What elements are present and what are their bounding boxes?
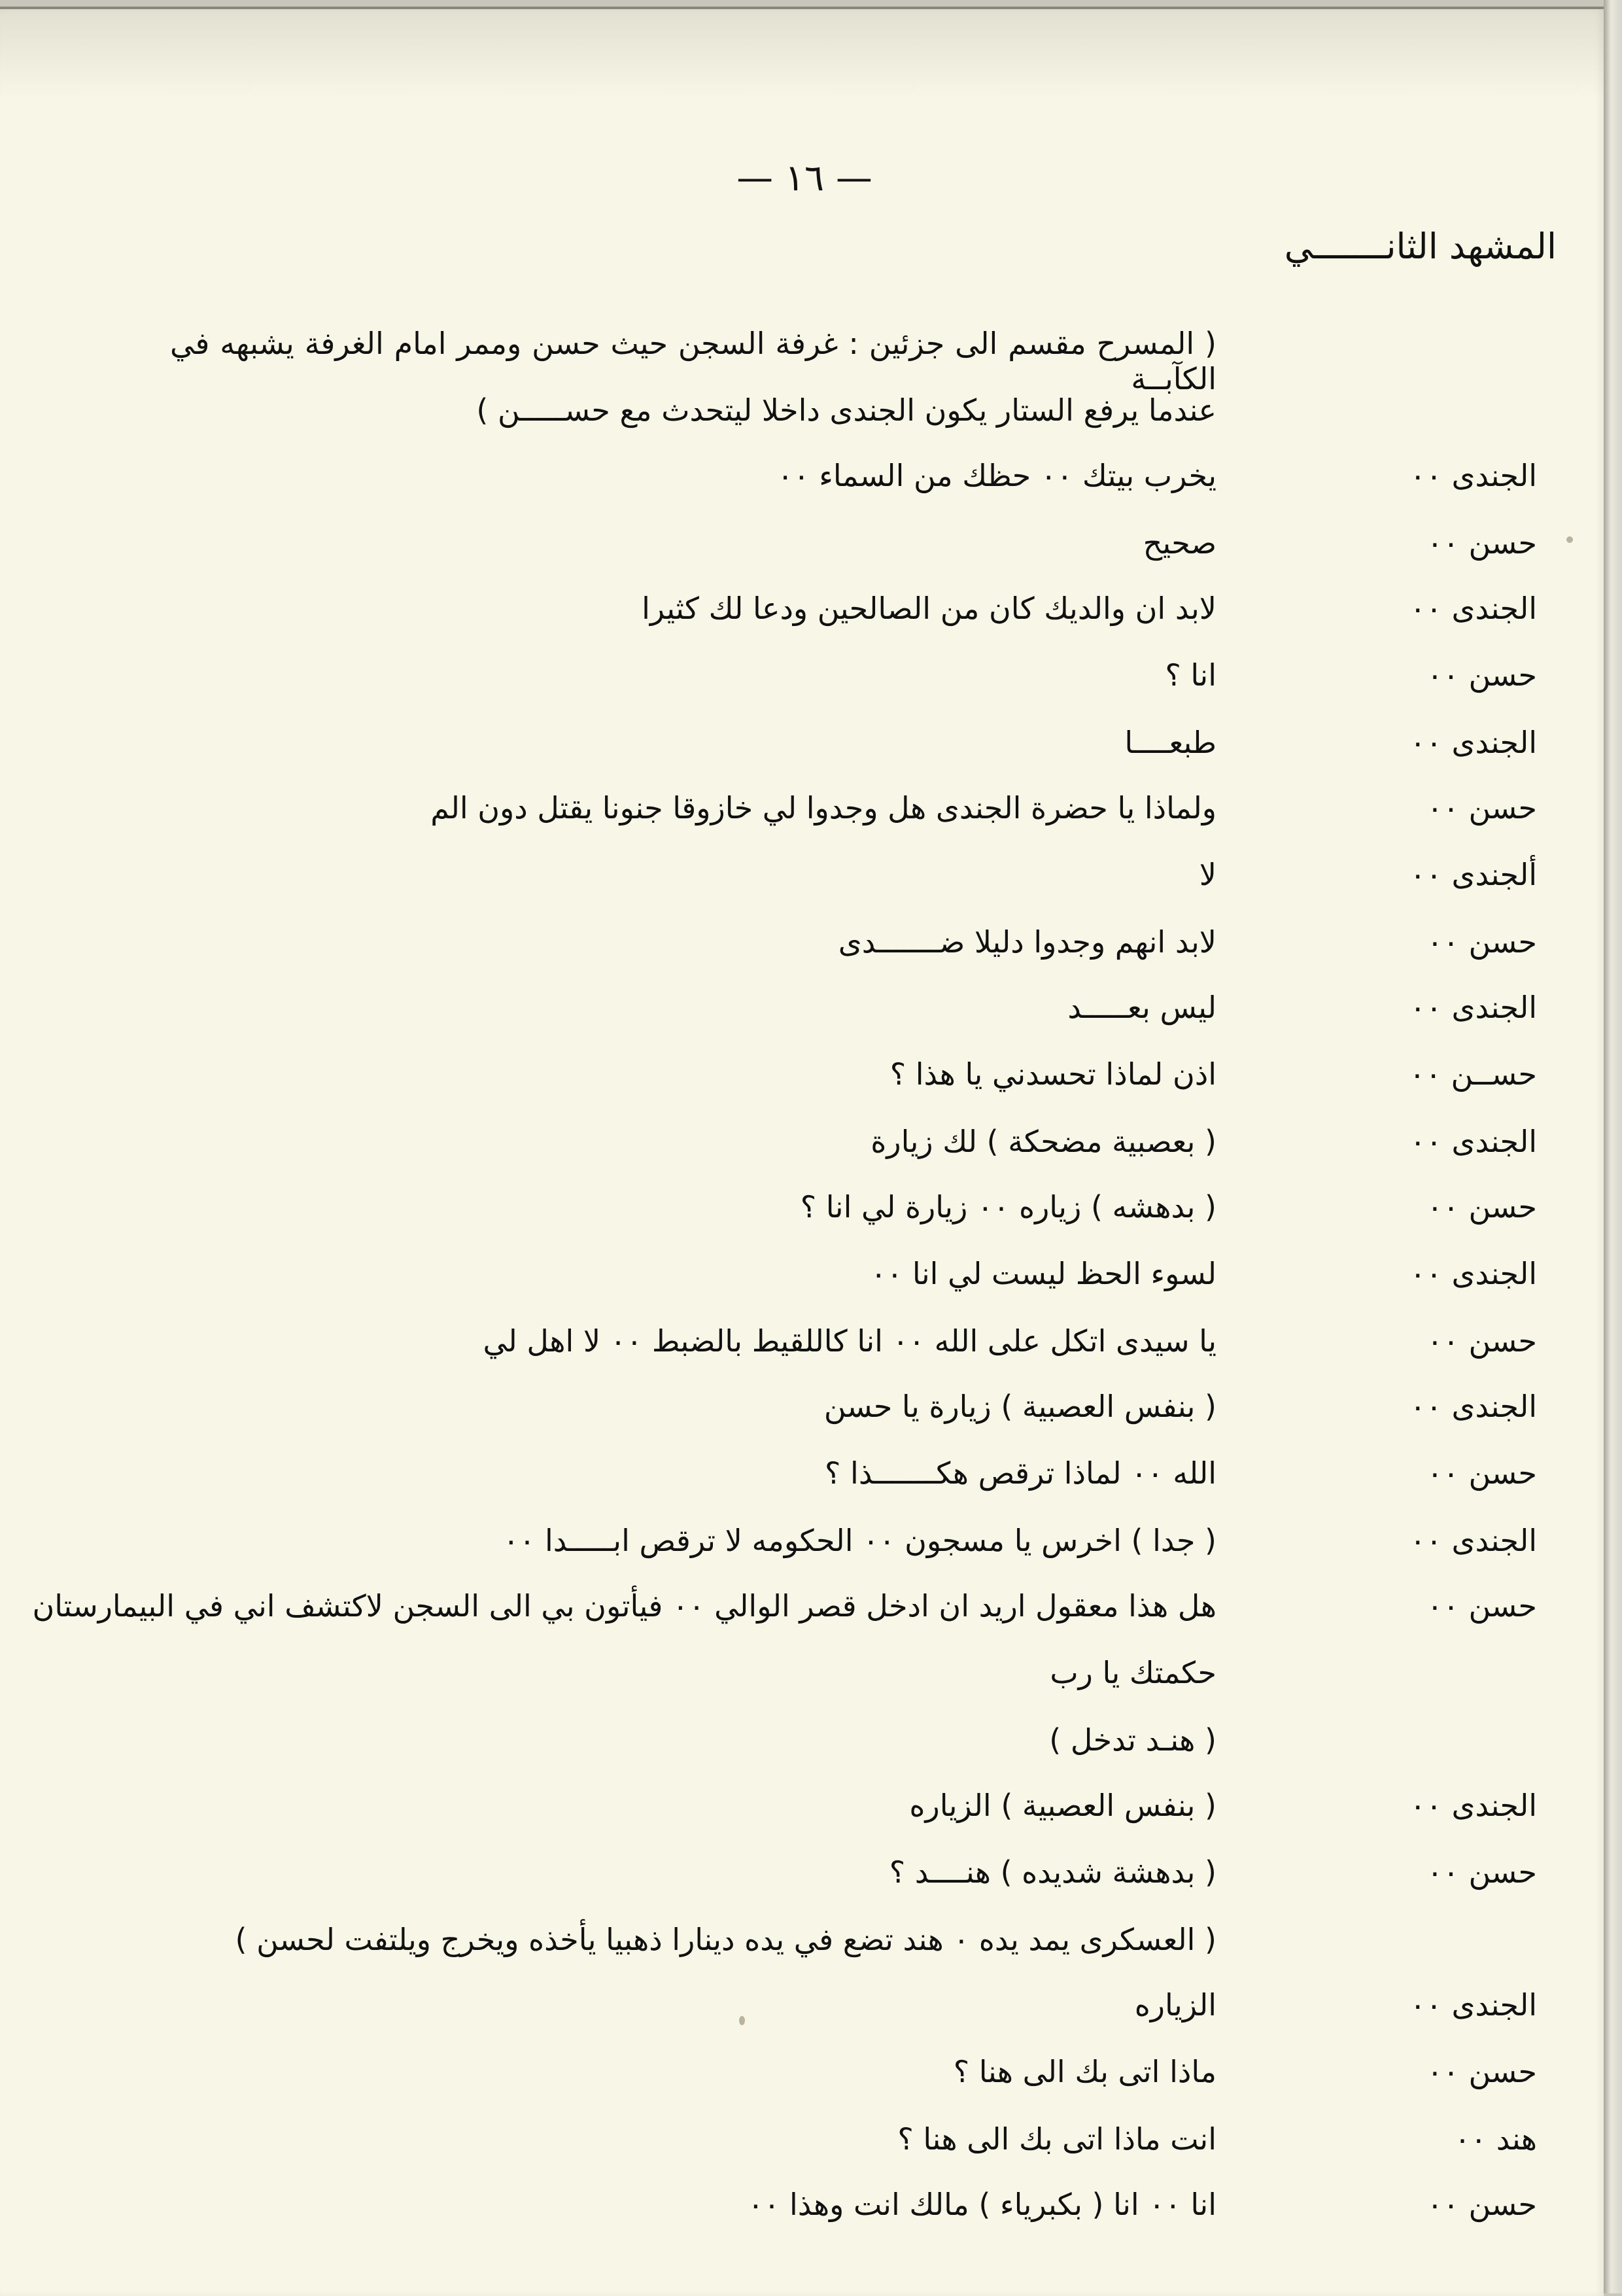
line-text: ( بعصبية مضحكة ) لك زيارة (871, 1124, 1216, 1159)
line-text: الزياره (1134, 1987, 1216, 2023)
line-text: يخرب بيتك ٠٠ حظك من السماء ٠٠ (777, 458, 1216, 493)
dialogue-line (0, 1124, 1622, 1189)
line-text: هل هذا معقول اريد ان ادخل قصر الوالي ٠٠ فيأتون بي الى السجن لاكتشف اني في البيمارستان (32, 1588, 1216, 1624)
speaker: حسن ٠٠ (1426, 1323, 1537, 1359)
line-text: ( هنـد تدخل ) (1049, 1722, 1216, 1758)
line-text: ( بنفس العصبية ) الزياره (909, 1788, 1216, 1823)
line-text: ( بدهشة شديده ) هنــــد ؟ (889, 1854, 1216, 1890)
speaker: حسن ٠٠ (1426, 1854, 1537, 1890)
dialogue-line (0, 990, 1622, 1055)
dialogue-line (0, 591, 1622, 656)
dialogue-line (0, 1389, 1622, 1454)
line-text: ماذا اتى بك الى هنا ؟ (953, 2054, 1216, 2089)
dialogue-line (0, 1655, 1622, 1720)
line-text: لابد ان والديك كان من الصالحين ودعا لك كثيرا (642, 591, 1216, 626)
line-text: ( العسكرى يمد يده ٠ هند تضع في يده دينارا ذهبيا يأخذه ويخرج ويلتفت لحسن ) (235, 1922, 1216, 1957)
speaker: الجندى ٠٠ (1409, 1523, 1537, 1558)
scan-shadow (0, 7, 1604, 98)
stage-direction-1: ( المسرح مقسم الى جزئين : غرفة السجن حيث حسن وممر امام الغرفة يشبهه في الكآبــة (170, 326, 1216, 396)
dialogue-line (0, 1987, 1622, 2053)
speaker: حسن ٠٠ (1426, 657, 1537, 693)
line-text: طبعــــا (1124, 725, 1216, 760)
dialogue-line (0, 1788, 1622, 1853)
line-text: حكمتك يا رب (1050, 1655, 1216, 1690)
dialogue-line (0, 2054, 1622, 2119)
dialogue-line (0, 657, 1622, 723)
speaker: الجندى ٠٠ (1409, 1389, 1537, 1424)
dialogue-line (0, 1189, 1622, 1255)
line-text: انت ماذا اتى بك الى هنا ؟ (897, 2121, 1216, 2157)
line-text: لابد انهم وجدوا دليلا ضـــــــدى (838, 924, 1216, 960)
dialogue-line (0, 1722, 1622, 1788)
speaker: حسن ٠٠ (1426, 1189, 1537, 1225)
line-text: يا سيدى اتكل على الله ٠٠ انا كاللقيط بالضبط ٠٠ لا اهل لي (483, 1323, 1216, 1359)
speaker: الجندى ٠٠ (1409, 725, 1537, 760)
dialogue-line (0, 1056, 1622, 1122)
speaker: الجندى ٠٠ (1409, 1987, 1537, 2023)
speaker: الجندى ٠٠ (1409, 1256, 1537, 1291)
dialogue-line (0, 857, 1622, 922)
line-text: ( بنفس العصبية ) زيارة يا حسن (823, 1389, 1216, 1424)
line-text: لا (1199, 857, 1216, 892)
line-text: انا ؟ (1165, 657, 1216, 693)
paper-speck (739, 2016, 745, 2025)
dialogue-line (0, 2187, 1622, 2252)
dialogue-line (0, 790, 1622, 856)
dialogue-line (0, 1523, 1622, 1588)
speaker: الجندى ٠٠ (1409, 990, 1537, 1025)
line-text: ليس بعـــــد (1067, 990, 1216, 1025)
speaker: حسن ٠٠ (1426, 2187, 1537, 2222)
speaker: حسن ٠٠ (1426, 1455, 1537, 1491)
line-text: ولماذا يا حضرة الجندى هل وجدوا لي خازوقا جنونا يقتل دون الم (430, 790, 1216, 826)
speaker: حســن ٠٠ (1409, 1056, 1537, 1092)
speaker: حسن ٠٠ (1426, 924, 1537, 960)
speaker: حسن ٠٠ (1426, 790, 1537, 826)
dialogue-line (0, 458, 1622, 523)
page-number: — ١٦ — (736, 157, 872, 200)
dialogue-line (0, 1854, 1622, 1920)
speaker: حسن ٠٠ (1426, 525, 1537, 561)
line-text: لسوء الحظ ليست لي انا ٠٠ (870, 1256, 1216, 1291)
line-text: اذن لماذا تحسدني يا هذا ؟ (889, 1056, 1216, 1092)
scene-title: المشهد الثانـــــــي (1284, 226, 1557, 267)
dialogue-line (0, 2121, 1622, 2187)
speaker: حسن ٠٠ (1426, 1588, 1537, 1624)
line-text: الله ٠٠ لماذا ترقص هكـــــــذا ؟ (825, 1455, 1216, 1491)
speaker: الجندى ٠٠ (1409, 458, 1537, 493)
paper-speck (1566, 536, 1573, 543)
speaker: هند ٠٠ (1454, 2121, 1537, 2157)
dialogue-line (0, 1922, 1622, 1987)
dialogue-line (0, 1455, 1622, 1521)
speaker: ألجندى ٠٠ (1409, 857, 1537, 892)
speaker: الجندى ٠٠ (1409, 591, 1537, 626)
line-text: ( جدا ) اخرس يا مسجون ٠٠ الحكومه لا ترقص ابـــــدا ٠٠ (502, 1523, 1216, 1558)
speaker: الجندى ٠٠ (1409, 1124, 1537, 1159)
dialogue-line (0, 1256, 1622, 1321)
dialogue-line (0, 725, 1622, 790)
speaker: حسن ٠٠ (1426, 2054, 1537, 2089)
line-text: انا ٠٠ انا ( بكبرياء ) مالك انت وهذا ٠٠ (747, 2187, 1216, 2222)
dialogue-line (0, 924, 1622, 990)
dialogue-line (0, 1323, 1622, 1389)
dialogue-line (0, 1588, 1622, 1654)
stage-direction-2: عندما يرفع الستار يكون الجندى داخلا ليتحدث مع حســـــن ) (476, 392, 1216, 428)
line-text: صحيح (1143, 525, 1216, 561)
line-text: ( بدهشه ) زياره ٠٠ زيارة لي انا ؟ (800, 1189, 1216, 1225)
speaker: الجندى ٠٠ (1409, 1788, 1537, 1823)
dialogue-line (0, 525, 1622, 591)
